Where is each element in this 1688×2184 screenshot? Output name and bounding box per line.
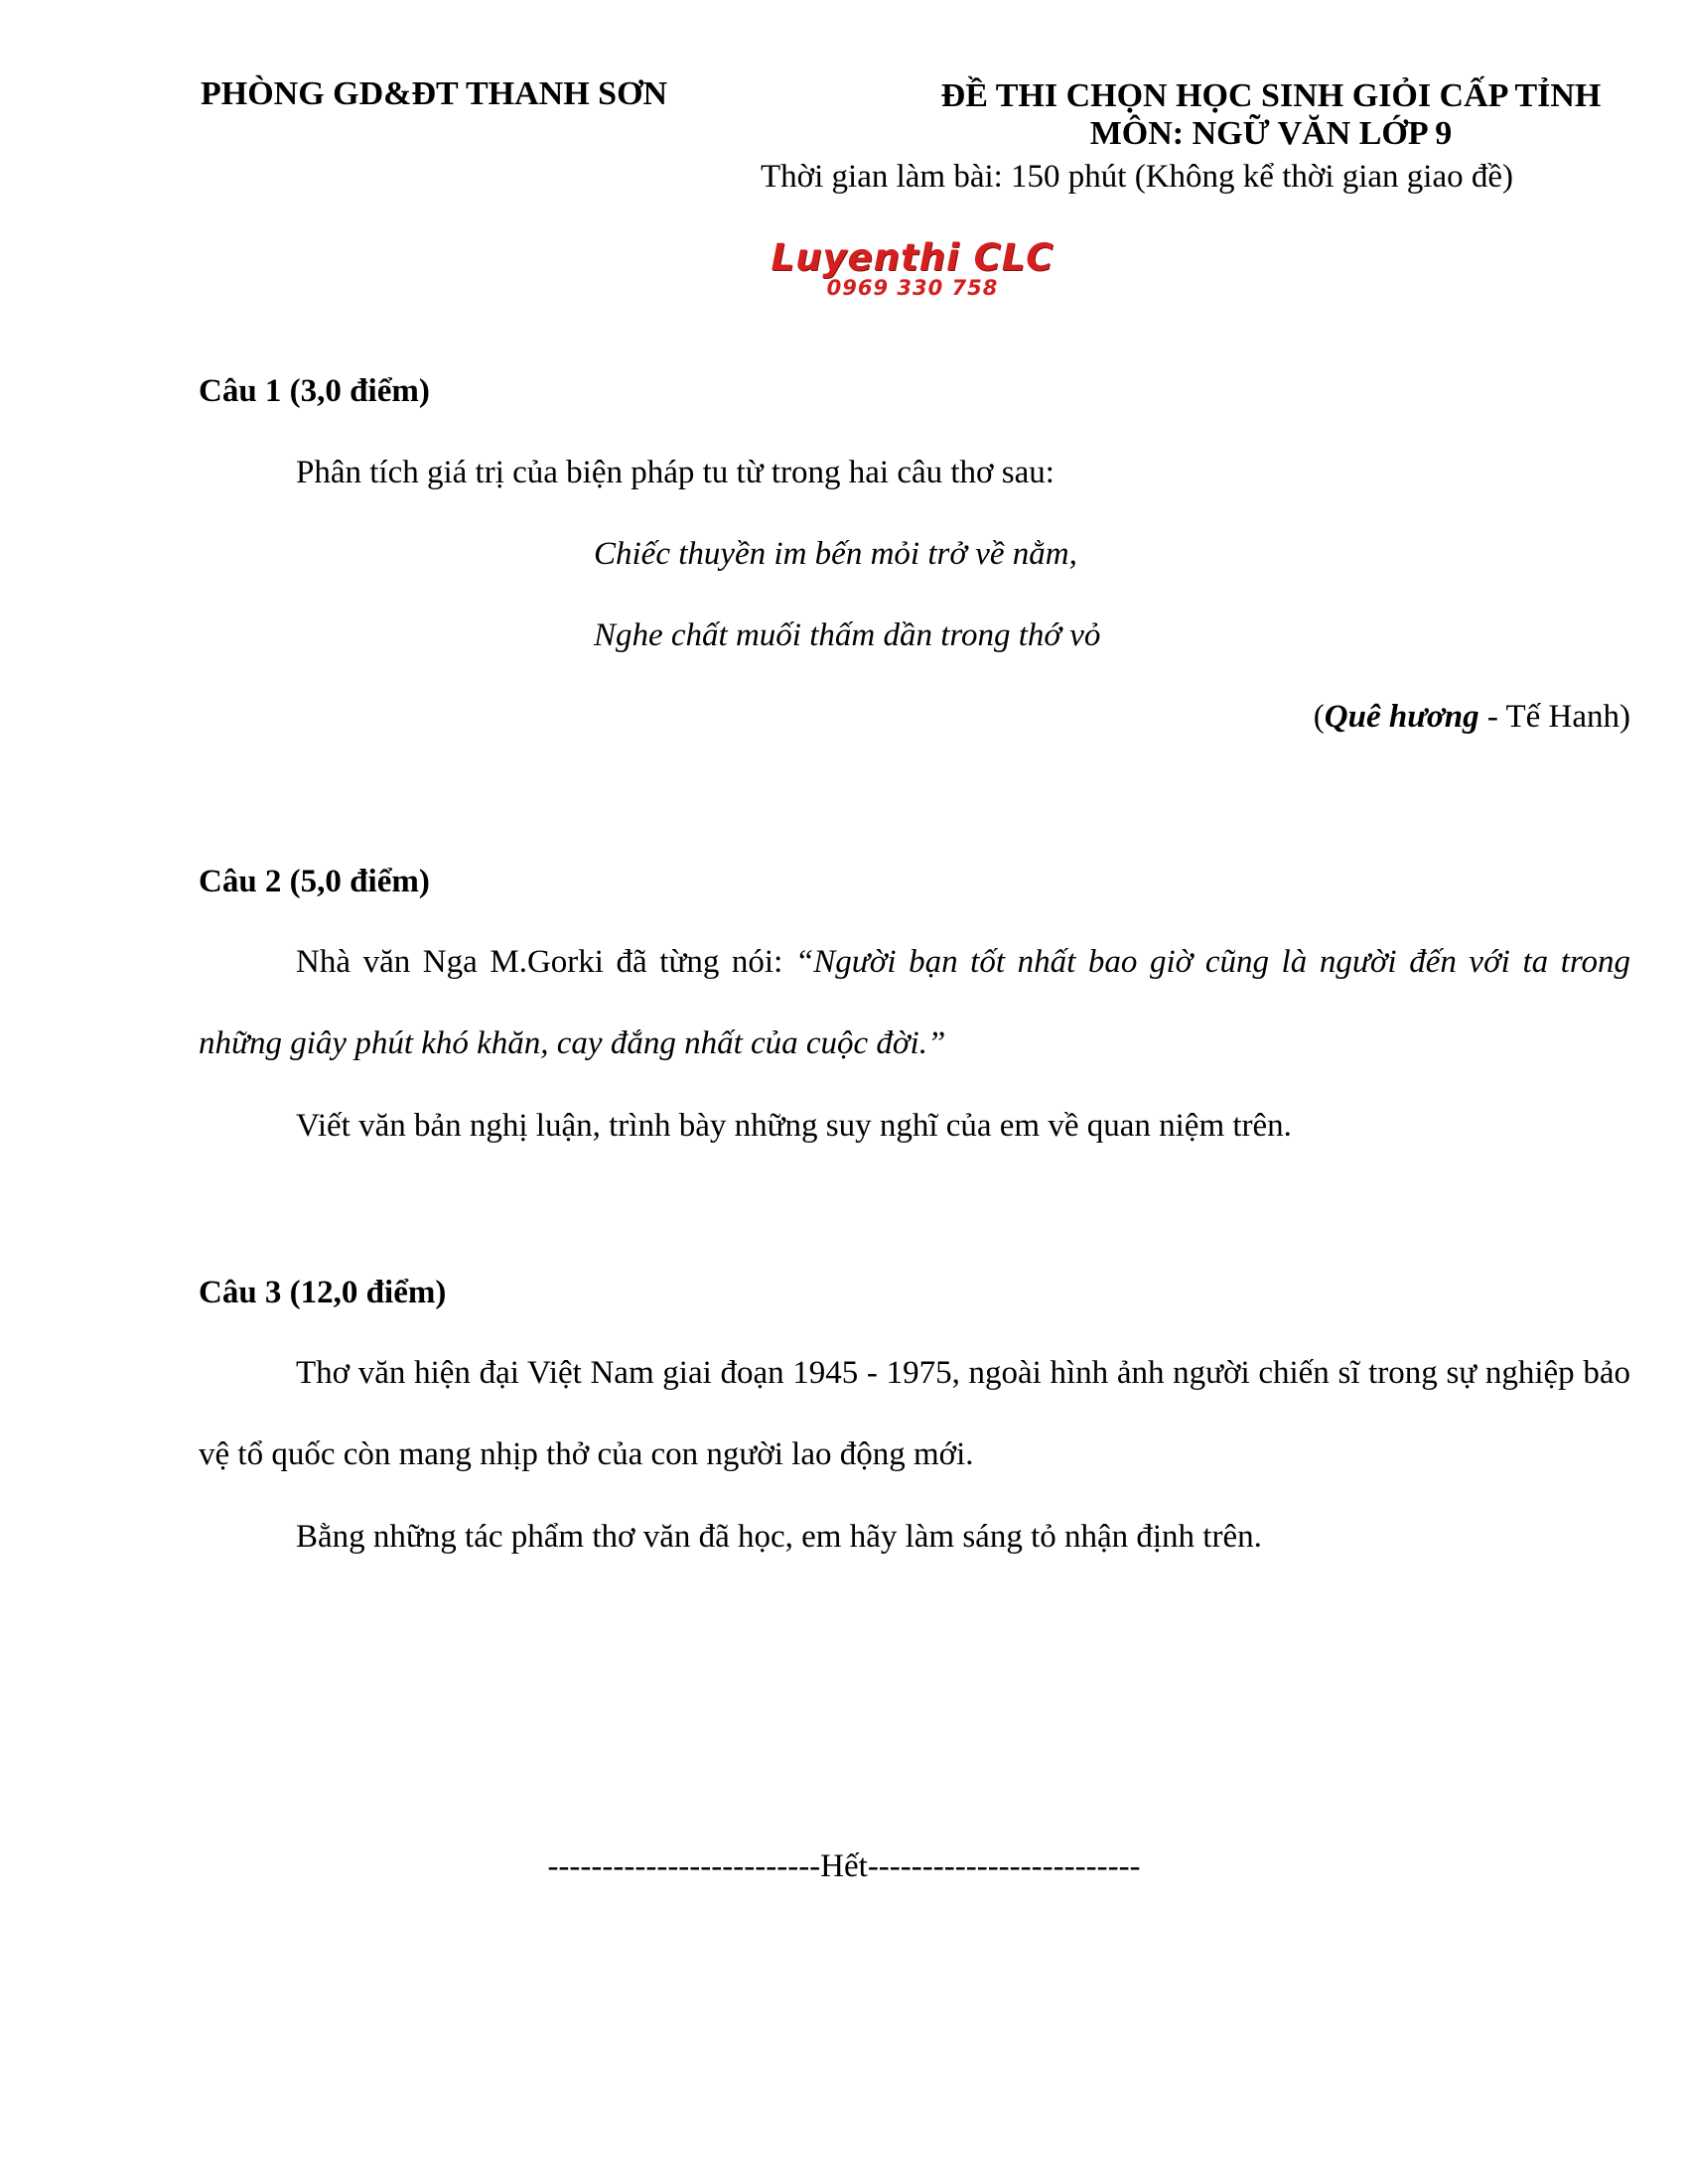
brand-logo-phone: 0969 330 758 bbox=[826, 276, 999, 300]
question-1-prompt: Phân tích giá trị của biện pháp tu từ trong hai câu thơ sau: bbox=[296, 455, 1055, 490]
question-3-task: Bằng những tác phẩm thơ văn đã học, em hãy làm sáng tỏ nhận định trên. bbox=[296, 1519, 1262, 1555]
question-2-title: Câu 2 (5,0 điểm) bbox=[199, 864, 430, 899]
question-2-intro: Nhà văn Nga M.Gorki đã từng nói: bbox=[296, 944, 795, 980]
brand-logo-text: Luyenthi CLC bbox=[771, 236, 1055, 279]
school-name: PHÒNG GD&ĐT THANH SƠN bbox=[201, 75, 668, 112]
question-3-statement: Thơ văn hiện đại Việt Nam giai đoạn 1945 - 1975, ngoài hình ảnh người chiến sĩ trong sự nghiệp bảo vệ tổ quốc còn mang nhịp thở của con người lao động mới. bbox=[199, 1355, 1630, 1472]
poem-line-1: Chiếc thuyền im bến mỏi trở về nằm, bbox=[594, 536, 1077, 572]
source-paren: ( bbox=[1313, 699, 1325, 735]
gorki-quote: “Người bạn tốt nhất bao giờ cũng là người đến với ta trong những giây phút khó khăn, cay đắng nhất của cuộc đời.” bbox=[199, 944, 1630, 1061]
question-3-title: Câu 3 (12,0 điểm) bbox=[199, 1275, 447, 1310]
question-1-title: Câu 1 (3,0 điểm) bbox=[199, 373, 430, 409]
end-of-exam-mark: -------------------------Hết------------------------- bbox=[547, 1848, 1141, 1884]
poem-line-2: Nghe chất muối thấm dần trong thớ vỏ bbox=[594, 617, 1101, 653]
question-2-task: Viết văn bản nghị luận, trình bày những suy nghĩ của em về quan niệm trên. bbox=[296, 1108, 1292, 1144]
question-3-statement-paragraph bbox=[199, 1332, 1630, 1495]
source-author: - Tế Hanh) bbox=[1478, 699, 1630, 735]
exam-header bbox=[695, 75, 1688, 155]
question-2-quote-paragraph bbox=[199, 921, 1630, 1084]
brand-logo bbox=[759, 236, 1066, 308]
exam-title: ĐỀ THI CHỌN HỌC SINH GIỎI CẤP TỈNH bbox=[940, 77, 1602, 114]
exam-subject: MÔN: NGỮ VĂN LỚP 9 bbox=[1089, 115, 1453, 152]
exam-duration: Thời gian làm bài: 150 phút (Không kể thời gian giao đề) bbox=[761, 159, 1514, 195]
poem-source bbox=[1314, 699, 1630, 736]
source-work-title: Quê hương bbox=[1324, 699, 1479, 735]
